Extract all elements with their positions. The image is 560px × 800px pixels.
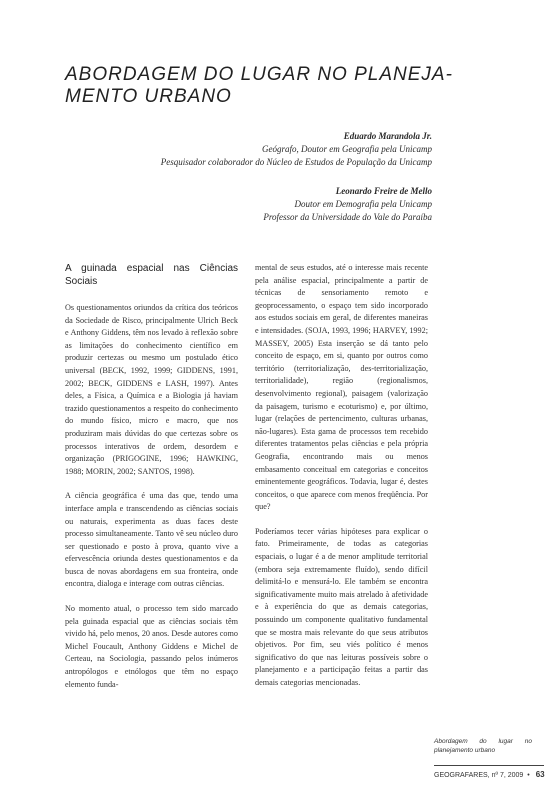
section-heading: A guinada espacial nas Ciências Sociais: [65, 263, 238, 287]
author-affiliation: Doutor em Demografia pela Unicamp: [294, 199, 432, 209]
author-name: Leonardo Freire de Mello: [335, 186, 432, 196]
right-column: [255, 262, 428, 702]
article-title-line-2: MENTO URBANO: [65, 86, 232, 107]
body-paragraph: No momento atual, o processo tem sido marcado pela guinada espacial que as ciências sociais têm vivido há, pelo menos, 20 anos. Desde autores como Michel Foucault, Anthony Giddens e Michel de Certeau, na Sociologia, passando pelos inúmeros antropólogos e etnólogos que têm no espaço elemento funda-: [65, 604, 238, 689]
article-title: [65, 64, 465, 108]
footer-bullet: •: [527, 772, 530, 779]
page-footer: [434, 765, 544, 779]
body-paragraph: Os questionamentos oriundos da crítica dos teóricos da Sociedade de Risco, principalmente Ulrich Beck e Anthony Giddens, têm nos levado à reflexão sobre as limitações do conhecimento científico em produzir certezas ou mesmo um postulado ético universal (BECK, 1992, 1999; GIDDENS, 1991, 2002; BECK, GIDDENS e LASH, 1997). Antes deles, a Física, a Química e a Biologia já haviam trazido questionamentos a respeito do conhecimento do mundo físico, micro e macro, que nos produziram mais dúvidas do que certezas sobre os processos interativos de ordem, desordem e organização (PRIGOGINE, 1996; HAWKING, 1988; MORIN, 2002; SANTOS, 1998).: [65, 303, 238, 476]
author-affiliation: Geógrafo, Doutor em Geografia pela Unicamp: [262, 144, 432, 154]
article-title-line-1: ABORDAGEM DO LUGAR NO PLANEJA-: [65, 64, 453, 85]
journal-reference: GEOGRAFARES, nº 7, 2009: [434, 772, 524, 779]
author-list: [52, 130, 432, 240]
body-paragraph: mental de seus estudos, até o interesse mais recente pela análise espacial, principalmente a partir de técnicas de sensoriamento remoto e geoprocessamento, o espaço tem sido incorporado aos estudos sociais em geral, de diferentes maneiras e intensidades. (SOJA, 1993, 1996; HARVEY, 1992; MASSEY, 2005) Esta inserção se dá tanto pelo conceito de espaço, em si, quanto por outros como território (territorialização, des-territorialização, territorialidade), região (regionalismos, desenvolvimento regional), paisagem (valorização da paisagem, turismo e ecoturismo) e, por último, lugar (relações de pertencimento, culturas urbanas, não-lugares). Esta gama de processos tem recebido diferentes tratamentos pelas ciências e pela própria Geografia, encontrando mais ou menos embasamento conceitual em categorias e conceitos eminentemente geográficos. Todavia, lugar é, destes conceitos, o que aparece com menos freqüência. Por que?: [255, 263, 428, 512]
author-block-2: [52, 185, 432, 224]
body-paragraph: A ciência geográfica é uma das que, tendo uma interface ampla e transcendendo as ciências sociais ou naturais, experimenta as duas faces deste processo simultaneamente. Tanto vê seu núcleo duro ser questionado e posto à prova, quanto vive a efervescência oriunda destes questionamentos e da busca de novas abordagens em sua fronteira, onde encontra, dialoga e interage com outras ciências.: [65, 491, 238, 589]
body-paragraph: Poderíamos tecer várias hipóteses para explicar o fato. Primeiramente, de todas as categorias espaciais, o lugar é a de menor amplitude territorial (embora seja extremamente fluído), sendo difícil delimitá-lo e mensurá-lo. Ele também se encontra significativamente muito mais atrelado à afetividade e à experiência do que as demais categorias, possuindo um componente qualitativo fundamental que se mostra mais relevante do que seus atributos objetivos. Por fim, seu viés político é menos significativo do que nas leituras possíveis sobre o planejamento e a participação feitas a partir das demais categorias mencionadas.: [255, 526, 428, 687]
author-name: Eduardo Marandola Jr.: [343, 131, 432, 141]
author-affiliation: Professor da Universidade do Vale do Paraíba: [263, 212, 432, 222]
left-column: [65, 262, 238, 703]
running-side-note: Abordagem do lugar no planejamento urbano: [434, 738, 532, 754]
page-number: 63: [535, 770, 545, 779]
author-affiliation: Pesquisador colaborador do Núcleo de Estudos de População da Unicamp: [160, 157, 432, 167]
author-block-1: [52, 130, 432, 169]
